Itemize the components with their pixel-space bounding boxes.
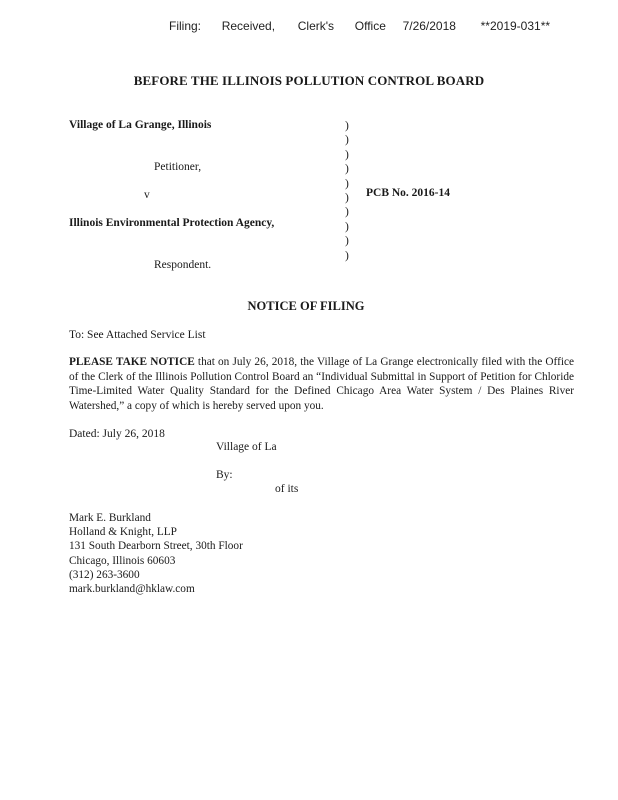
- counsel-firm: Holland & Knight, LLP: [69, 526, 177, 539]
- stamp-code: **2019-031**: [480, 19, 551, 33]
- case-number: PCB No. 2016-14: [366, 187, 451, 199]
- dated-line: Dated: July 26, 2018: [69, 428, 165, 440]
- notice-paragraph: [69, 355, 574, 413]
- caption-paren: ): [345, 177, 349, 190]
- notice-heading: NOTICE OF FILING: [247, 299, 365, 313]
- counsel-email[interactable]: mark.burkland@hklaw.com: [69, 583, 195, 596]
- caption-paren: ): [345, 120, 349, 132]
- signature-party: Village of La: [216, 441, 277, 453]
- stamp-clerks: Clerk's: [297, 19, 335, 33]
- to-line: To: See Attached Service List: [69, 329, 206, 341]
- notice-body-text: that on July 26, 2018, the Village of La Grange electronically filed with the Office of the Clerk of the Illinois Pollution Control Board an “Individual Submittal in Support of Petition for Chloride Time-Limited Water Quality Standard for the Defined Chicago Area Water System / Des Plaines River Watershed,” a copy of which is hereby served upon you.: [69, 356, 574, 412]
- caption-paren: ): [345, 206, 349, 219]
- caption-paren: ): [345, 148, 349, 161]
- petitioner-name: Village of La Grange, Illinois: [69, 119, 212, 131]
- respondent-name: Illinois Environmental Protection Agency,: [69, 217, 275, 229]
- caption-paren: ): [345, 220, 349, 233]
- counsel-phone: (312) 263-3600: [69, 568, 140, 581]
- court-title: BEFORE THE ILLINOIS POLLUTION CONTROL BOARD: [133, 73, 485, 88]
- petitioner-role: Petitioner,: [154, 161, 202, 173]
- caption-paren: ): [345, 235, 349, 248]
- caption-paren: ): [345, 163, 349, 176]
- stamp-filing: Filing:: [169, 19, 202, 33]
- versus-label: v: [144, 189, 150, 201]
- respondent-role: Respondent.: [154, 259, 212, 271]
- stamp-received: Received,: [221, 19, 276, 33]
- stamp-office: Office: [354, 19, 386, 33]
- notice-lead: PLEASE TAKE NOTICE: [69, 356, 195, 368]
- filing-stamp: [169, 19, 550, 33]
- caption-paren: ): [345, 191, 349, 204]
- counsel-street: 131 South Dearborn Street, 30th Floor: [69, 540, 243, 553]
- signature-of-its: of its: [275, 483, 299, 495]
- counsel-block: [69, 511, 243, 596]
- signature-by: By:: [216, 469, 233, 481]
- counsel-city: Chicago, Illinois 60603: [69, 554, 176, 567]
- caption-paren: ): [345, 134, 349, 147]
- stamp-date: 7/26/2018: [402, 19, 456, 33]
- caption-paren: ): [345, 249, 349, 262]
- counsel-name: Mark E. Burkland: [69, 512, 151, 524]
- caption-parentheses: [345, 119, 349, 263]
